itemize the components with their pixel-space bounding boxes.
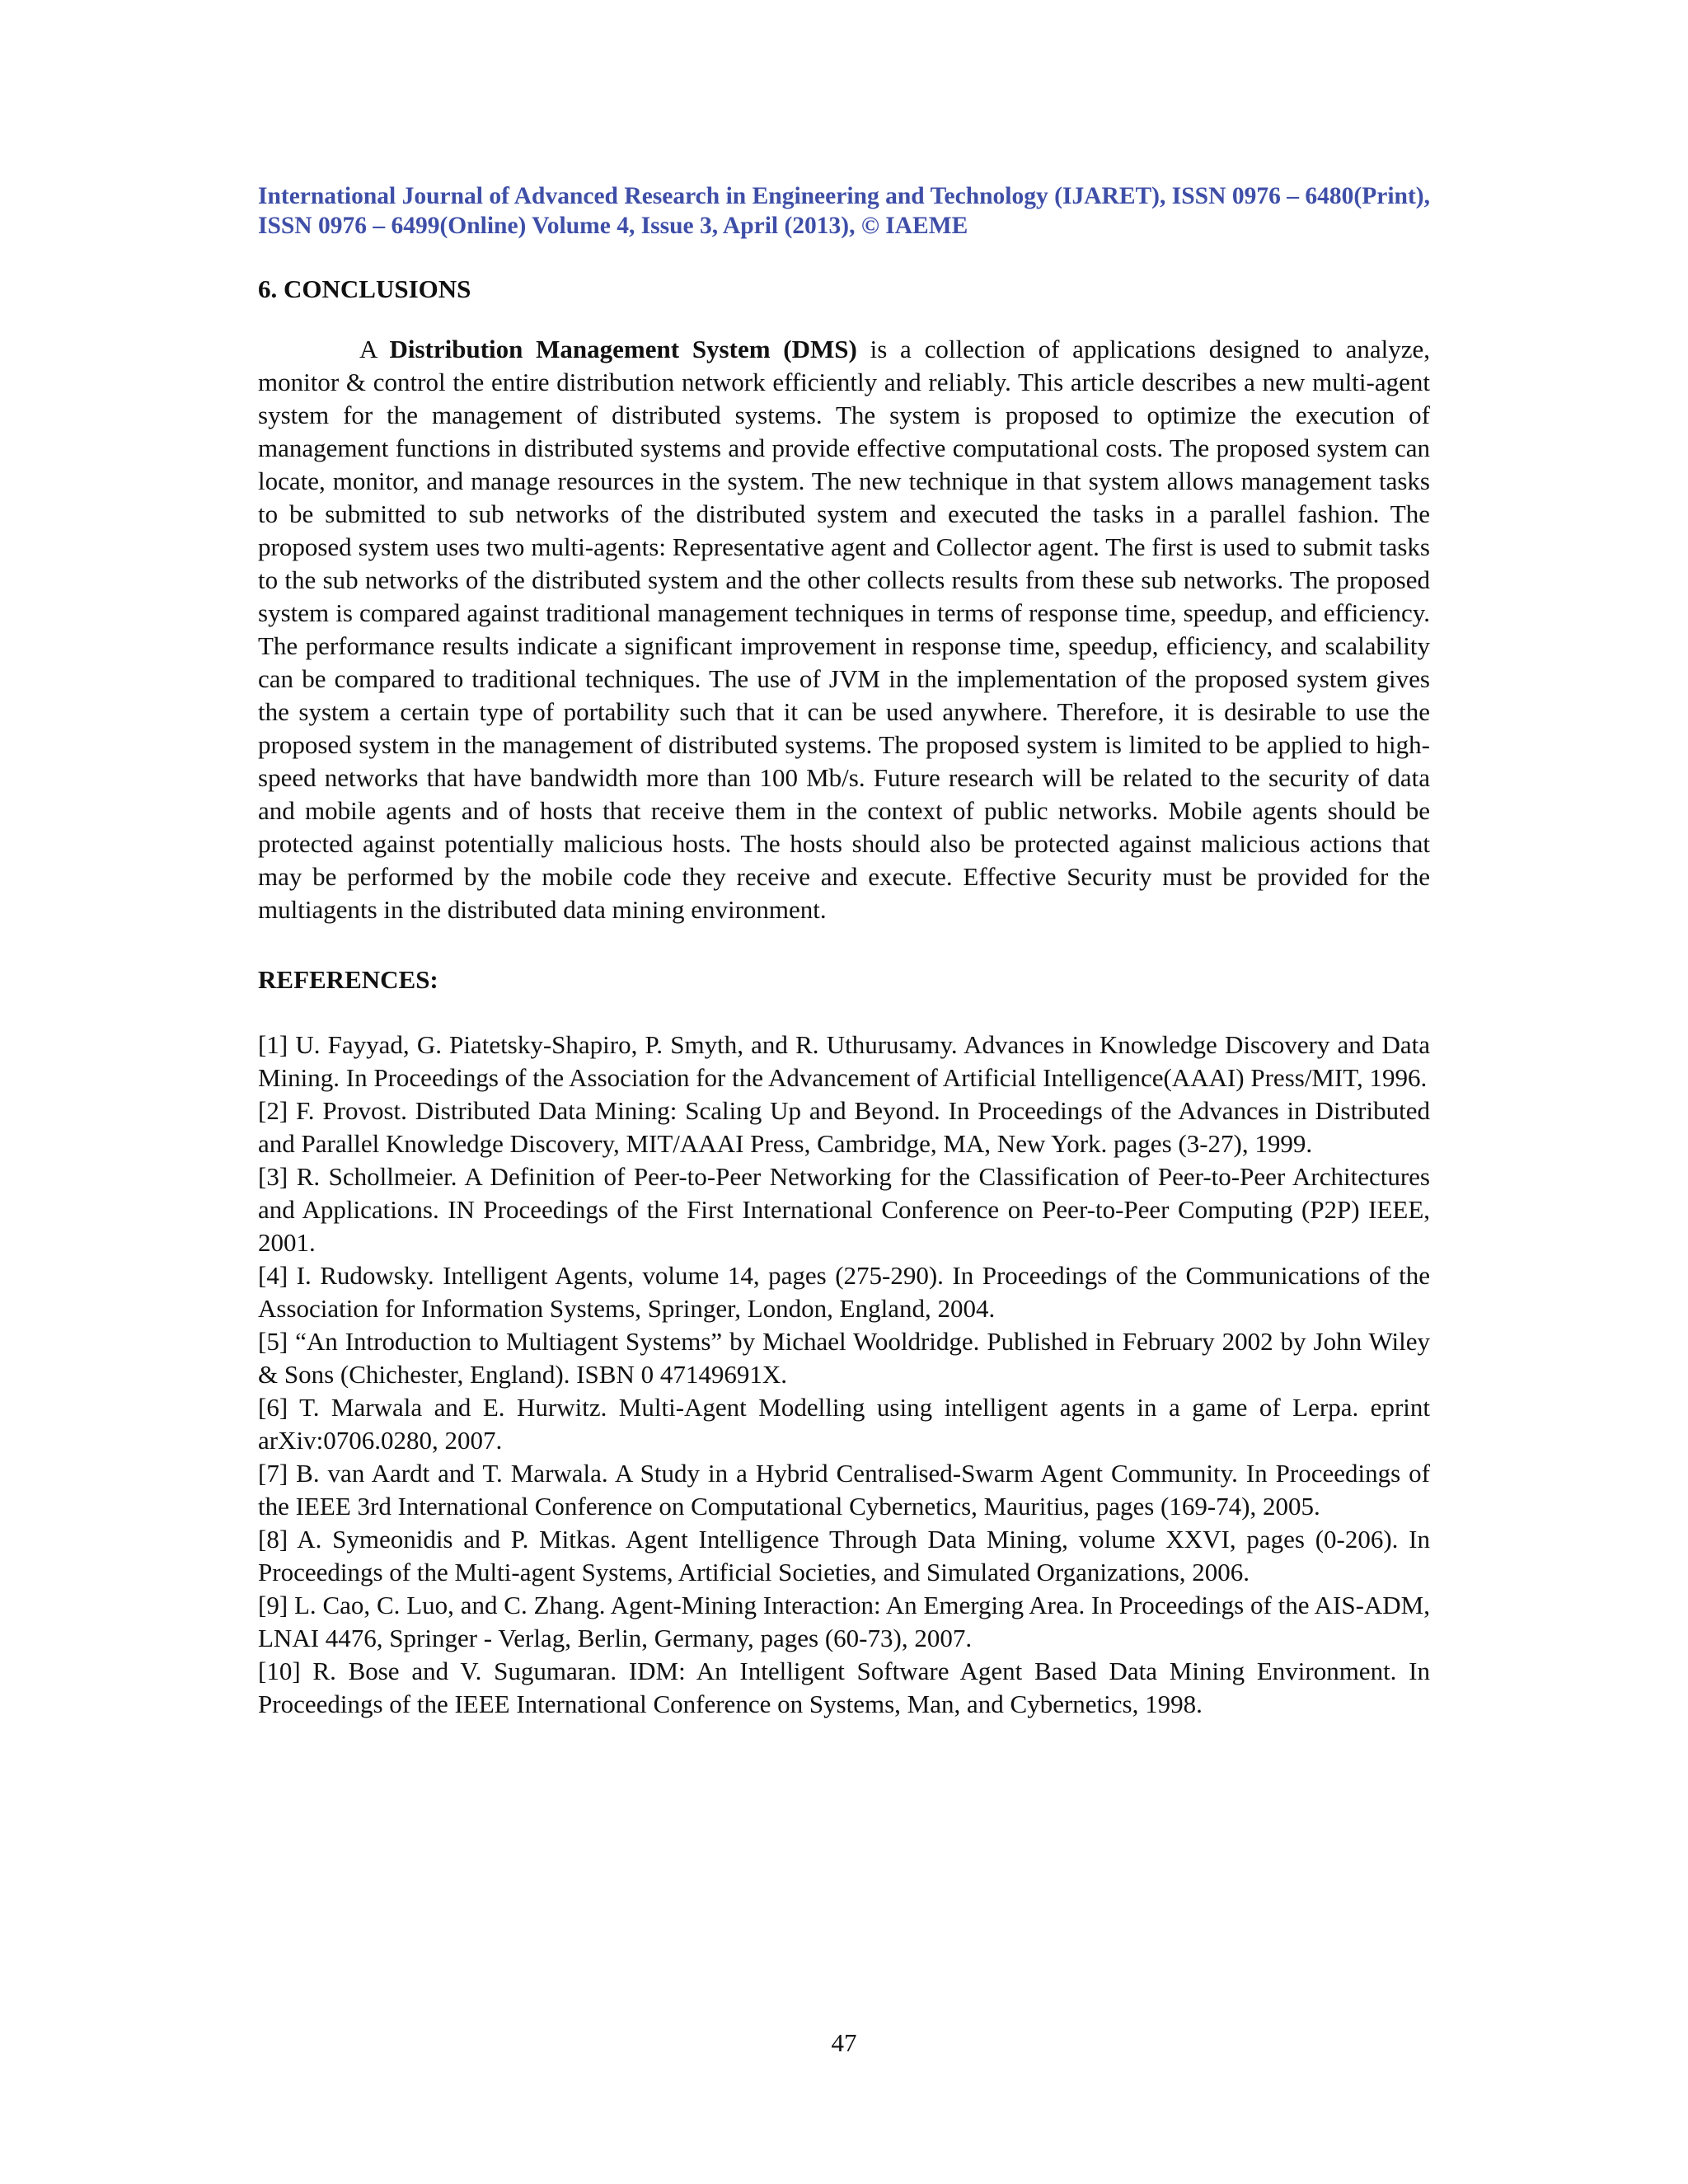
reference-item: [10] R. Bose and V. Sugumaran. IDM: An Intelligent Software Agent Based Data Mining Environment. In Proceedings of the IEEE International Conference on Systems, Man, and Cybernetics, 1998. [258, 1657, 1430, 1718]
reference-item: [2] F. Provost. Distributed Data Mining: Scaling Up and Beyond. In Proceedings of the Advances in Distributed and Parallel Knowledge Discovery, MIT/AAAI Press, Cambridge, MA, New York. pages (3-27), 1999. [258, 1096, 1430, 1158]
reference-item: [6] T. Marwala and E. Hurwitz. Multi-Agent Modelling using intelligent agents in a game of Lerpa. eprint arXiv:0706.0280, 2007. [258, 1393, 1430, 1455]
dms-term: Distribution Management System (DMS) [389, 335, 857, 363]
reference-item: [4] I. Rudowsky. Intelligent Agents, volume 14, pages (275-290). In Proceedings of the Communications of the Association for Information Systems, Springer, London, England, 2004. [258, 1261, 1430, 1323]
references-heading: REFERENCES: [258, 965, 438, 994]
reference-item: [9] L. Cao, C. Luo, and C. Zhang. Agent-Mining Interaction: An Emerging Area. In Proceedings of the AIS-ADM, LNAI 4476, Springer - Verlag, Berlin, Germany, pages (60-73), 2007. [258, 1591, 1430, 1652]
reference-item: [3] R. Schollmeier. A Definition of Peer-to-Peer Networking for the Classification of Peer-to-Peer Architectures and Applications. IN Proceedings of the First International Conference on Peer-to-Peer Computing (P2P) IEEE, 2001. [258, 1162, 1430, 1257]
conclusions-paragraph [258, 333, 1430, 926]
references-list [258, 1029, 1430, 1721]
paper-page [258, 181, 1430, 1721]
lead-article: A [359, 335, 390, 363]
reference-item: [5] “An Introduction to Multiagent Systems” by Michael Wooldridge. Published in February 2002 by John Wiley & Sons (Chichester, England). ISBN 0 47149691X. [258, 1327, 1430, 1389]
reference-item: [1] U. Fayyad, G. Piatetsky-Shapiro, P. Smyth, and R. Uthurusamy. Advances in Knowledge Discovery and Data Mining. In Proceedings of the Association for the Advancement of Artificial Intelligence(AAAI) Press/MIT, 1996. [258, 1030, 1430, 1092]
reference-item: [8] A. Symeonidis and P. Mitkas. Agent Intelligence Through Data Mining, volume XXVI, pages (0-206). In Proceedings of the Multi-agent Systems, Artificial Societies, and Simulated Organizations, 2006. [258, 1525, 1430, 1586]
conclusions-heading: 6. CONCLUSIONS [258, 274, 471, 303]
conclusions-body: is a collection of applications designed to analyze, monitor & control the entire distribution network efficiently and reliably. This article describes a new multi-agent system for the management of distributed systems. The system is proposed to optimize the execution of management functions in distributed systems and provide effective computational costs. The proposed system can locate, monitor, and manage resources in the system. The new technique in that system allows management tasks to be submitted to sub networks of the distributed system and executed the tasks in a parallel fashion. The proposed system uses two multi-agents: Representative agent and Collector agent. The first is used to submit tasks to the sub networks of the distributed system and the other collects results from these sub networks. The proposed system is compared against traditional management techniques in terms of response time, speedup, and efficiency. The performance results indicate a significant improvement in response time, speedup, efficiency, and scalability can be compared to traditional techniques. The use of JVM in the implementation of the proposed system gives the system a certain type of portability such that it can be used anywhere. Therefore, it is desirable to use the proposed system in the management of distributed systems. The proposed system is limited to be applied to high-speed networks that have bandwidth more than 100 Mb/s. Future research will be related to the security of data and mobile agents and of hosts that receive them in the context of public networks. Mobile agents should be protected against potentially malicious hosts. The hosts should also be protected against malicious actions that may be performed by the mobile code they receive and execute. Effective Security must be provided for the multiagents in the distributed data mining environment. [258, 335, 1430, 924]
reference-item: [7] B. van Aardt and T. Marwala. A Study in a Hybrid Centralised-Swarm Agent Community. In Proceedings of the IEEE 3rd International Conference on Computational Cybernetics, Mauritius, pages (169-74), 2005. [258, 1459, 1430, 1521]
journal-header: International Journal of Advanced Research in Engineering and Technology (IJARET), ISSN 0976 – 6480(Print), ISSN 0976 – 6499(Online) Volume 4, Issue 3, April (2013), © IAEME [258, 183, 1430, 239]
page-number: 47 [831, 2028, 857, 2057]
